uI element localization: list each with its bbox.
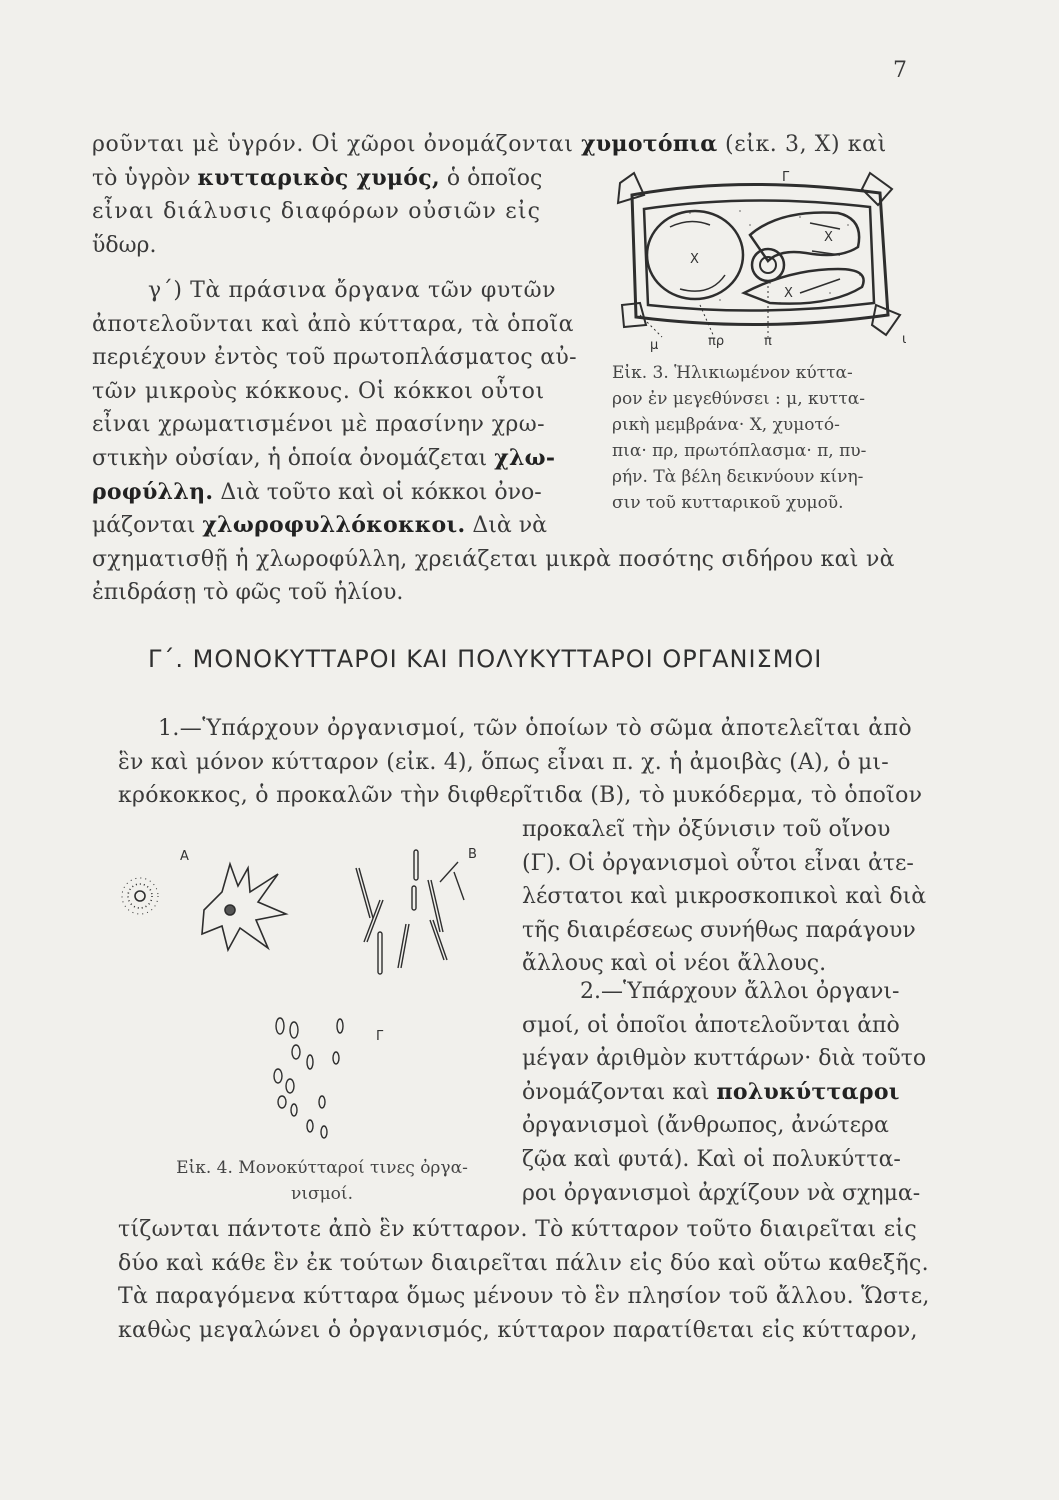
s2-line-2: σμοί, οἱ ὁποῖοι ἀποτελοῦνται ἀπὸ — [522, 1012, 900, 1038]
section-heading: Γ΄. ΜΟΝΟΚΥΤΤΑΡΟΙ ΚΑΙ ΠΟΛΥΚΥΤΤΑΡΟΙ ΟΡΓΑΝΙΣΜΟΙ — [148, 645, 823, 673]
intro-line-3: εἶναι διάλυσις διαφόρων οὐσιῶν εἰς — [92, 199, 542, 225]
s2-line-11: καθὼς μεγαλώνει ὁ ὀργανισμός, κύτταρον παρατίθεται εἰς κύτταρον, — [118, 1317, 918, 1343]
fig3-label-iota: ι — [902, 332, 907, 347]
s2-line-3: μέγαν ἀριθμὸν κυττάρων· διὰ τοῦτο — [522, 1046, 927, 1072]
s2-line-1: 2.—Ὑπάρχουν ἄλλοι ὀργανι- — [580, 979, 900, 1004]
term-multicellular: πολυκύτταροι — [716, 1078, 900, 1105]
s1-line-3: κρόκοκκος, ὁ προκαλῶν τὴν διφθερῖτιδα (Β), τὸ μυκόδερμα, τὸ ὁποῖον — [118, 783, 923, 809]
fig4-label-gamma: Γ — [376, 1029, 384, 1044]
bacteria-rods — [356, 850, 464, 974]
fig3-label-mu: μ — [650, 338, 659, 353]
fig3-label-x-3: Χ — [784, 286, 793, 301]
figure-4-organisms — [118, 840, 508, 1140]
gamma-line-4: τῶν μικροὺς κόκκους. Οἱ κόκκοι οὗτοι — [92, 378, 545, 404]
s1-line-8: ἄλλους καὶ οἱ νέοι ἄλλους. — [522, 951, 827, 977]
s2-line-5: ὀργανισμοὶ (ἄνθρωπος, ἀνώτερα — [522, 1113, 889, 1139]
intro-line-4: ὕδωρ. — [92, 232, 157, 258]
intro-line-1: ροῦνται μὲ ὑγρόν. Οἱ χῶροι ὀνομάζονται χυμοτόπια (εἰκ. 3, Χ) καὶ — [92, 131, 887, 157]
fig4-label-a: Α — [180, 849, 189, 864]
mycoderma-cells — [274, 1018, 343, 1138]
section-1-paragraph — [118, 712, 938, 813]
gamma-line-9: σχηματισθῇ ἡ χλωροφύλλη, χρειάζεται μικρὰ ποσότης σιδήρου καὶ νὰ — [92, 546, 895, 572]
figure-4-caption: Εἰκ. 4. Μονοκύτταροί τινες ὀργα- νισμοί. — [176, 1158, 468, 1204]
s1-line-4: προκαλεῖ τὴν ὀξύνισιν τοῦ οἴνου — [522, 817, 891, 842]
term-chlorophyll: ροφύλλη. — [92, 478, 214, 505]
s2-line-7: ροι ὀργανισμοὶ ἀρχίζουν νὰ σχημα- — [522, 1180, 921, 1206]
term-cell-sap: κυτταρικὸς χυμός, — [197, 164, 440, 191]
s2-line-8: τίζωνται πάντοτε ἀπὸ ἓν κύτταρον. Τὸ κύτταρον τοῦτο διαιρεῖται εἰς — [118, 1217, 918, 1242]
term-chloroplasts: χλωροφυλλόκοκκοι. — [202, 512, 466, 539]
s1-line-7: τῆς διαιρέσεως συνήθως παράγουν — [522, 917, 916, 943]
gamma-line-1: γ΄) Τὰ πράσινα ὄργανα τῶν φυτῶν — [148, 278, 557, 303]
intro-line-2: τὸ ὑγρὸν κυτταρικὸς χυμός, ὁ ὁποῖος — [92, 164, 543, 191]
gamma-line-7: ροφύλλη. Διὰ τοῦτο καὶ οἱ κόκκοι ὀνο- — [92, 478, 542, 505]
fig4-label-b: Β — [468, 847, 477, 862]
s1-line-6: λέστατοι καὶ μικροσκοπικοὶ καὶ διὰ — [522, 884, 927, 910]
s2-line-10: Τὰ παραγόμενα κύτταρα ὅμως μένουν τὸ ἓν πλησίον τοῦ ἄλλου. Ὥστε, — [118, 1284, 930, 1310]
section-2-continued — [118, 1213, 958, 1347]
s1-line-5: (Γ). Οἱ ὀργανισμοὶ οὗτοι εἶναι ἀτε- — [522, 850, 914, 876]
fig3-label-x-1: Χ — [690, 252, 699, 267]
term-chloro-part: χλω- — [494, 444, 556, 471]
figure-3-cell-diagram — [600, 165, 920, 365]
page-number: 7 — [893, 58, 907, 83]
section-2-paragraph — [522, 975, 942, 1210]
vacuole-upper-right — [750, 212, 859, 261]
gamma-line-10: ἐπιδράσῃ τὸ φῶς τοῦ ἡλίου. — [92, 580, 404, 606]
amoeba-drawing — [122, 864, 286, 950]
gamma-line-6: στικὴν οὐσίαν, ἡ ὁποία ὀνομάζεται χλω- — [92, 444, 556, 471]
fig3-label-gamma: Γ — [782, 170, 790, 185]
s1-line-2: ἓν καὶ μόνον κύτταρον (εἰκ. 4), ὅπως εἶναι π. χ. ἡ ἀμοιβὰς (Α), ὁ μι- — [118, 749, 889, 775]
gamma-line-3: περιέχουν ἐντὸς τοῦ πρωτοπλάσματος αὐ- — [92, 345, 577, 371]
nucleus — [752, 249, 784, 281]
fig3-label-pr: πρ — [708, 334, 725, 349]
figure-3-caption: Εἰκ. 3. Ἡλικιωμένον κύττα- ρον ἐν μεγεθύνσει : μ, κυττα- ρικὴ μεμβράνα· Χ, χυμοτό- πια· πρ, πρωτόπλασμα· π, πυ- ρήν. Τὰ βέλη δεικνύουν κίνη- σιν τοῦ κυτταρικοῦ χυμοῦ. — [612, 363, 867, 513]
s2-line-4: ὀνομάζονται καὶ πολυκύτταροι — [522, 1078, 900, 1105]
s2-line-6: ζῷα καὶ φυτά). Καὶ οἱ πολυκύττα- — [522, 1146, 901, 1172]
gamma-line-8: μάζονται χλωροφυλλόκοκκοι. Διὰ νὰ — [92, 512, 548, 539]
s1-line-1: 1.—Ὑπάρχουν ὀργανισμοί, τῶν ὁποίων τὸ σῶμα ἀποτελεῖται ἀπὸ — [158, 716, 913, 741]
fig3-label-x-2: Χ — [824, 230, 833, 245]
s2-line-9: δύο καὶ κάθε ἓν ἐκ τούτων διαιρεῖται πάλιν εἰς δύο καὶ οὕτω καθεξῆς. — [118, 1250, 929, 1276]
term-chymotopia: χυμοτόπια — [581, 131, 718, 157]
vacuole-lower-right — [744, 269, 864, 304]
fig3-label-pi: π — [764, 334, 772, 349]
gamma-line-2: ἀποτελοῦνται καὶ ἀπὸ κύτταρα, τὰ ὁποῖα — [92, 311, 575, 337]
section-1-continued — [522, 813, 942, 981]
gamma-line-5: εἶναι χρωματισμένοι μὲ πρασίνην χρω- — [92, 412, 545, 438]
